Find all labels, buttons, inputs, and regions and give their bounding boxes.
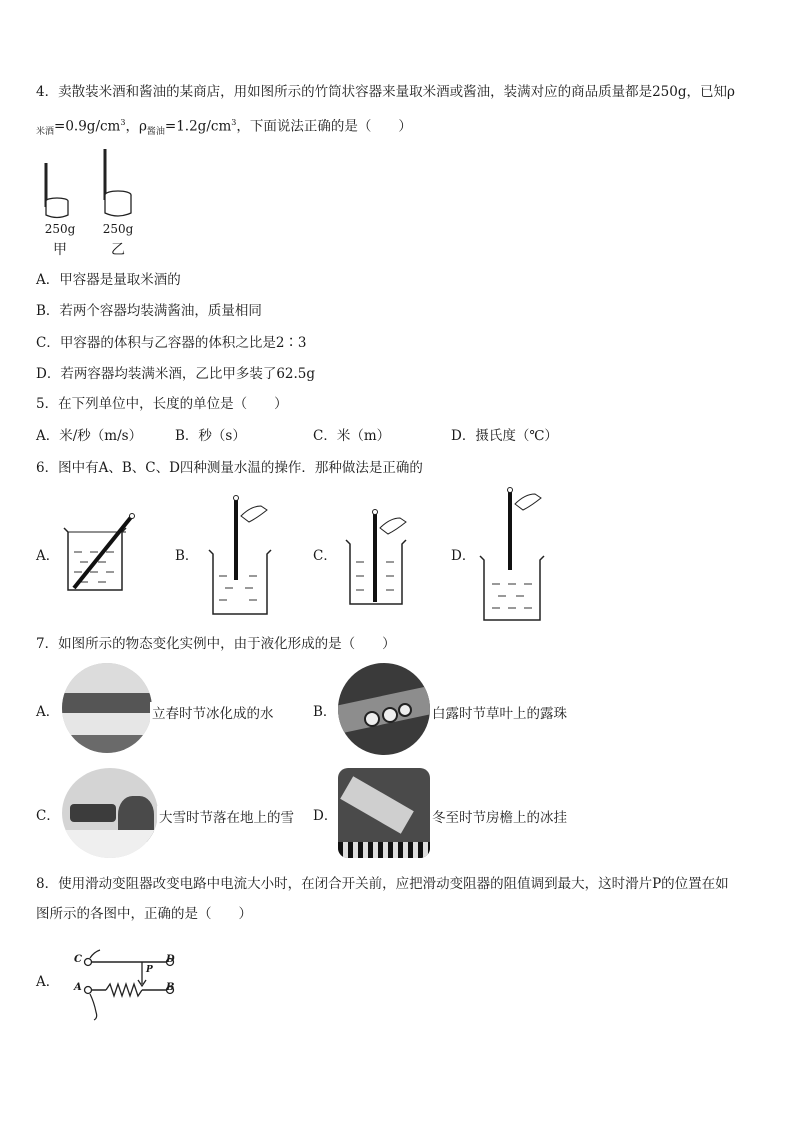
q7-option-b[interactable]: B． xyxy=(313,704,337,720)
beaker-a-figure xyxy=(60,510,140,600)
photo-c-snow xyxy=(62,768,158,858)
q7-option-c[interactable]: C． xyxy=(36,808,60,824)
beaker-d-figure xyxy=(478,486,548,624)
yi-mass: 250g xyxy=(102,222,134,236)
q7-d-caption: 冬至时节房檐上的冰挂 xyxy=(430,806,569,826)
q4-option-b[interactable]: B．若两个容器均装满酱油，质量相同 xyxy=(36,303,262,319)
q7-c-caption: 大雪时节落在地上的雪 xyxy=(157,806,296,826)
q6-option-a[interactable]: A． xyxy=(36,548,60,564)
q6-option-b[interactable]: B． xyxy=(175,548,199,564)
q4-line2 xyxy=(36,113,412,142)
rho-sep: ，ρ xyxy=(125,118,147,135)
q7-option-a[interactable]: A． xyxy=(36,704,60,720)
q4-line1: 4．卖散装米酒和酱油的某商店，用如图所示的竹筒状容器来量取米酒或酱油，装满对应的商品质量都是250g，已知ρ xyxy=(36,84,735,100)
q7-a-caption: 立春时节冰化成的水 xyxy=(150,702,276,722)
terminal-b-label: B xyxy=(166,982,175,993)
q5-option-b[interactable]: B．秒（s） xyxy=(175,428,246,444)
q5-option-c[interactable]: C．米（m） xyxy=(313,428,391,444)
slider-p-label: P xyxy=(146,965,153,975)
density-jiangyou: =1.2g/cm xyxy=(164,118,232,135)
sup-3a: 3 xyxy=(120,118,126,127)
q8-line1: 8．使用滑动变阻器改变电路中电流大小时，在闭合开关前，应把滑动变阻器的阻值调到最大，这时滑片P的位置在如 xyxy=(36,876,729,892)
yi-label: 乙 xyxy=(111,242,125,258)
q8-line2: 图所示的各图中，正确的是（ ） xyxy=(36,906,252,922)
jia-label: 甲 xyxy=(53,242,67,258)
q5-option-d[interactable]: D．摄氏度（℃） xyxy=(451,428,558,444)
photo-b-dew-drops xyxy=(338,663,430,755)
photo-d-icicles xyxy=(338,768,430,858)
q7-stem: 7．如图所示的物态变化实例中，由于液化形成的是（ ） xyxy=(36,636,396,652)
photo-a-ice-melting xyxy=(62,663,152,753)
beaker-b-figure xyxy=(205,492,275,620)
terminal-d-label: D xyxy=(166,954,175,965)
sub-mijiu: 米酒 xyxy=(36,127,55,138)
q6-option-d[interactable]: D． xyxy=(451,548,476,564)
sup-3b: 3 xyxy=(231,118,237,127)
terminal-a-label: A xyxy=(74,982,82,993)
q4-option-a[interactable]: A．甲容器是量取米酒的 xyxy=(36,272,181,288)
q5-stem: 5．在下列单位中，长度的单位是（ ） xyxy=(36,396,288,412)
q6-stem: 6．图中有A、B、C、D四种测量水温的操作．那种做法是正确的 xyxy=(36,460,423,476)
density-mijiu: =0.9g/cm xyxy=(54,118,121,135)
q6-option-c[interactable]: C． xyxy=(313,548,337,564)
q7-b-caption: 白露时节草叶上的露珠 xyxy=(430,702,569,722)
beaker-c-figure xyxy=(342,506,412,610)
terminal-c-label: C xyxy=(74,954,82,965)
jia-mass: 250g xyxy=(44,222,76,236)
q8-option-a[interactable]: A． xyxy=(36,974,60,990)
q7-option-d[interactable]: D． xyxy=(313,808,338,824)
q4-line2-tail: ，下面说法正确的是（ ） xyxy=(236,118,412,135)
q4-option-d[interactable]: D．若两容器均装满米酒，乙比甲多装了62.5g xyxy=(36,366,316,382)
q4-container-figure xyxy=(36,145,146,225)
q5-option-a[interactable]: A．米/秒（m/s） xyxy=(36,428,143,444)
sub-jiangyou: 酱油 xyxy=(146,127,165,138)
q4-option-c[interactable]: C．甲容器的体积与乙容器的体积之比是2∶3 xyxy=(36,335,307,351)
